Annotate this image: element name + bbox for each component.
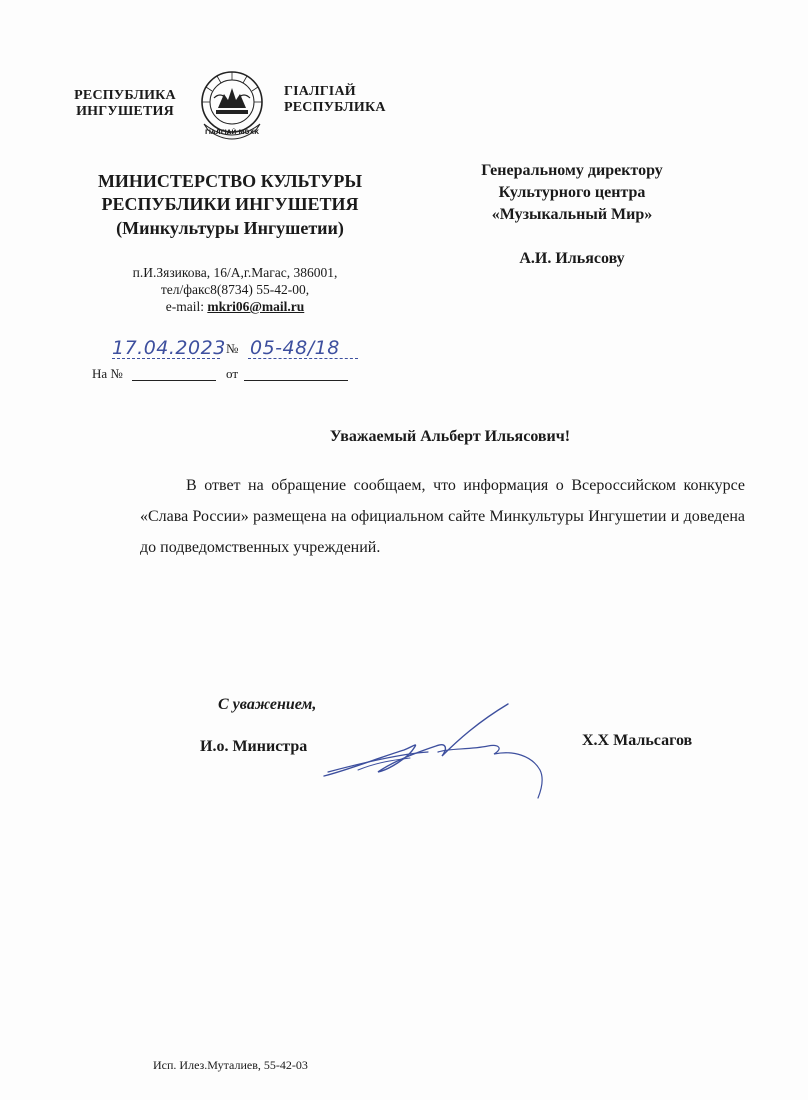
recipient-block [452,160,692,270]
number-label: № [226,341,239,356]
outgoing-registration-line [112,334,372,364]
republic-name-ingush [284,84,394,116]
outgoing-date: 17.04.2023 [112,337,226,359]
republic-name-russian [70,88,180,120]
ministry-address [90,264,380,315]
reference-number-label: На № [92,366,123,381]
recipient-line2: Культурного центра [498,184,646,201]
reference-line [92,366,362,386]
email-value[interactable]: mkri06@mail.ru [207,299,305,314]
ministry-short-name: (Минкультуры Ингушетии) [116,218,344,238]
email-label: e-mail: [165,299,204,314]
letter-body: В ответ на обращение сообщаем, что информация о Всероссийском конкурсе «Слава России» размещена на официальном сайте Минкультуры Ингушетии и доведена до подведомственных учреждений. [140,477,745,556]
reference-date-label: от [226,366,239,381]
closing-regards: С уважением, [218,696,317,713]
executor-note: Исп. Илез.Муталиев, 55-42-03 [153,1058,308,1072]
address-email-line [90,298,380,315]
signer-position: И.о. Министра [200,738,308,755]
handwritten-signature [318,700,558,800]
republic-left-line1: РЕСПУБЛИКА [74,88,176,103]
address-street: п.И.Зязикова, 16/А,г.Магас, 386001, [132,265,338,280]
reference-date-blank [244,380,348,381]
ministry-title [70,170,390,240]
republic-right-line2: РЕСПУБЛИКА [284,100,386,115]
greeting: Уважаемый Альберт Ильясович! [329,428,571,445]
number-underline [248,358,358,359]
reference-number-blank [132,380,216,381]
republic-right-line1: ГIАЛГIАЙ [284,84,356,99]
ministry-line2: РЕСПУБЛИКИ ИНГУШЕТИЯ [101,194,359,214]
recipient-line1: Генеральному директору [481,162,663,179]
signer-name: Х.Х Мальсагов [582,732,693,749]
recipient-name: А.И. Ильясову [519,250,625,267]
emblem-ribbon-text: ГIАЛГIАЙ МОХК [204,129,260,136]
recipient-line3: «Музыкальный Мир» [491,206,653,223]
outgoing-number: 05-48/18 [250,337,340,359]
date-underline [112,358,220,359]
ministry-line1: МИНИСТЕРСТВО КУЛЬТУРЫ [97,171,363,191]
republic-left-line2: ИНГУШЕТИЯ [76,104,174,119]
coat-of-arms-emblem-icon [190,68,274,144]
address-phone: тел/факс8(8734) 55-42-00, [160,282,310,297]
